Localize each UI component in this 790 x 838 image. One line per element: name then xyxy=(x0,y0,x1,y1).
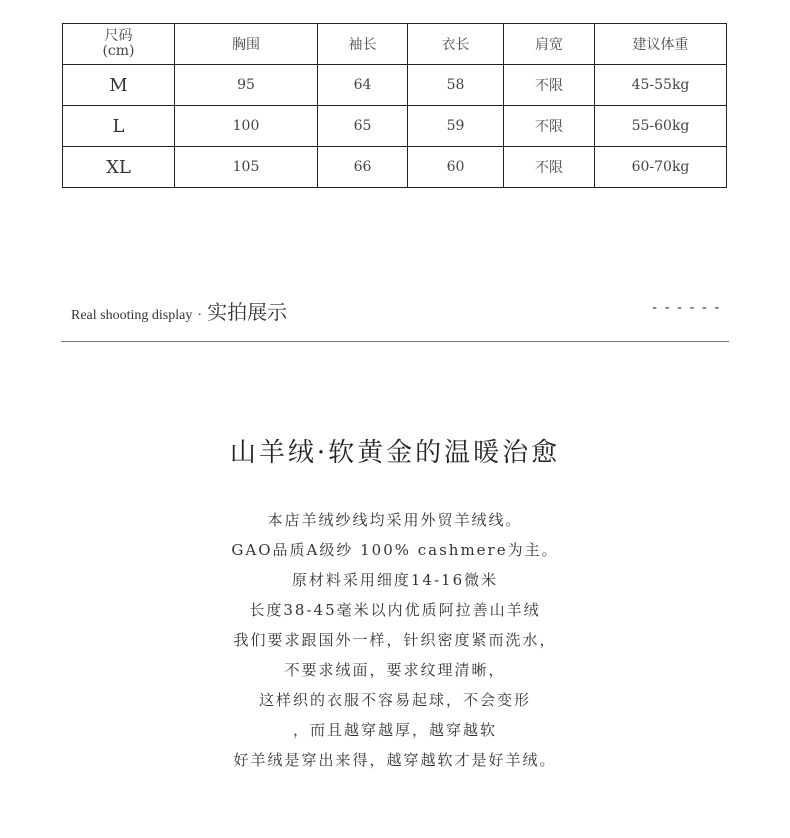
weight-value: 60-70kg xyxy=(595,147,727,188)
section-dashes: ------ xyxy=(650,300,725,316)
size-column-header-label: 尺码 xyxy=(104,28,133,44)
body-line: 好羊绒是穿出来得，越穿越软才是好羊绒。 xyxy=(233,751,557,769)
section-title-english: Real shooting display xyxy=(71,308,193,323)
shoulder-value: 不限 xyxy=(504,106,595,147)
size-row-l xyxy=(63,106,727,147)
size-chart-table xyxy=(62,23,727,188)
length-value: 58 xyxy=(408,65,504,106)
sleeve-value: 64 xyxy=(318,65,408,106)
size-label: L xyxy=(63,106,175,147)
sleeve-column-header: 袖长 xyxy=(318,24,408,65)
size-row-xl xyxy=(63,147,727,188)
chest-column-header: 胸围 xyxy=(175,24,318,65)
body-line: 我们要求跟国外一样，针织密度紧而洗水， xyxy=(233,631,557,649)
shoulder-column-header: 肩宽 xyxy=(504,24,595,65)
section-title xyxy=(71,296,287,325)
section-title-chinese: 实拍展示 xyxy=(207,300,288,324)
body-line: 原材料采用细度14-16微米 xyxy=(291,571,499,589)
body-copy xyxy=(0,505,790,775)
chest-value: 100 xyxy=(175,106,318,147)
length-value: 60 xyxy=(408,147,504,188)
body-line: 本店羊绒纱线均采用外贸羊绒线。 xyxy=(267,511,523,529)
section-title-separator: · xyxy=(197,308,203,323)
weight-column-header: 建议体重 xyxy=(595,24,727,65)
section-divider xyxy=(61,341,729,342)
weight-value: 55-60kg xyxy=(595,106,727,147)
chest-value: 105 xyxy=(175,147,318,188)
size-column-header-unit: (cm) xyxy=(102,43,135,59)
size-label: M xyxy=(63,65,175,106)
weight-value: 45-55kg xyxy=(595,65,727,106)
length-value: 59 xyxy=(408,106,504,147)
headline: 山羊绒·软黄金的温暖治愈 xyxy=(229,438,561,468)
body-line: ，而且越穿越厚，越穿越软 xyxy=(292,721,497,739)
body-line: GAO品质A级纱 100% cashmere为主。 xyxy=(231,541,559,559)
size-row-m xyxy=(63,65,727,106)
shoulder-value: 不限 xyxy=(504,147,595,188)
size-label: XL xyxy=(63,147,175,188)
sleeve-value: 66 xyxy=(318,147,408,188)
length-column-header: 衣长 xyxy=(408,24,504,65)
body-line: 这样织的衣服不容易起球，不会变形 xyxy=(258,691,531,709)
body-line: 不要求绒面，要求纹理清晰， xyxy=(284,661,506,679)
body-line: 长度38-45毫米以内优质阿拉善山羊绒 xyxy=(249,601,541,619)
size-chart-header-row xyxy=(63,24,727,65)
size-column-header xyxy=(63,24,175,65)
sleeve-value: 65 xyxy=(318,106,408,147)
chest-value: 95 xyxy=(175,65,318,106)
shoulder-value: 不限 xyxy=(504,65,595,106)
